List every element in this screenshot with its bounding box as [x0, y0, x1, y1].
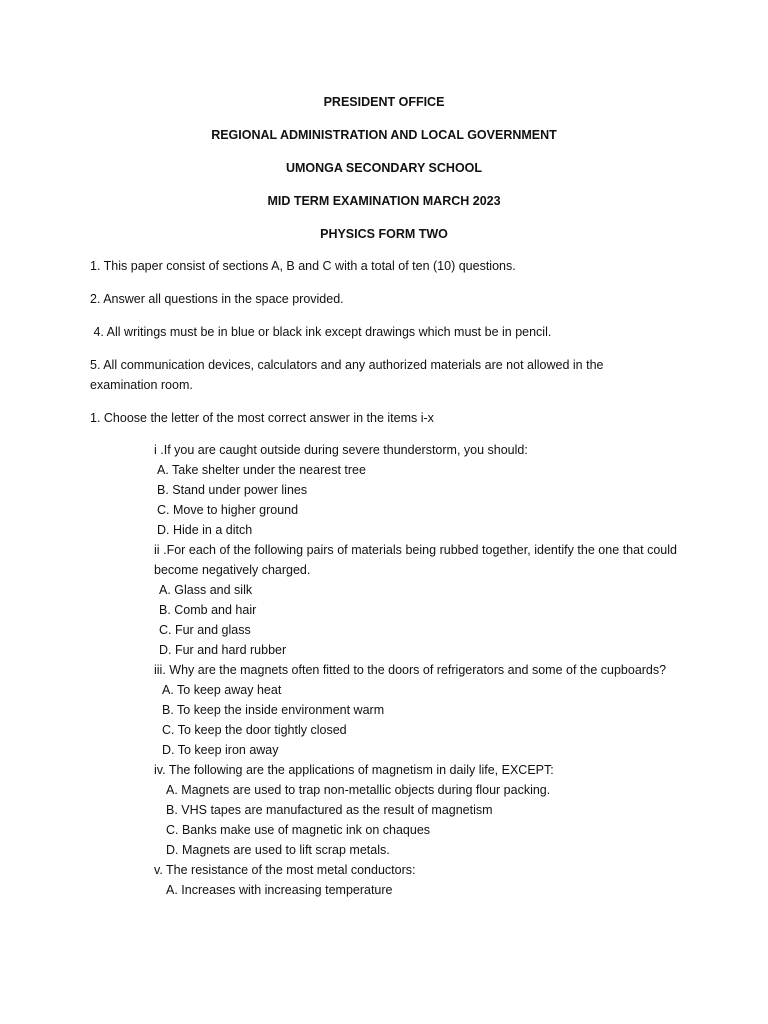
option: C. To keep the door tightly closed [162, 723, 347, 737]
instruction-1: 1. This paper consist of sections A, B and C with a total of ten (10) questions. [90, 259, 516, 273]
question-stem: v. The resistance of the most metal conductors: [154, 863, 416, 877]
instruction-3: 4. All writings must be in blue or black ink except drawings which must be in pencil. [90, 325, 552, 339]
instruction-4: 5. All communication devices, calculators and any authorized materials are not allowed in the examination room. [90, 358, 604, 392]
header-line-2: REGIONAL ADMINISTRATION AND LOCAL GOVERNMENT [211, 128, 557, 142]
option: A. Glass and silk [159, 583, 253, 597]
option: A. Magnets are used to trap non-metallic objects during flour packing. [166, 783, 551, 797]
header-line-1: PRESIDENT OFFICE [323, 95, 445, 109]
option: A. Take shelter under the nearest tree [157, 463, 366, 477]
option: D. Fur and hard rubber [159, 643, 287, 657]
option: A. To keep away heat [162, 683, 282, 697]
option: D. To keep iron away [162, 743, 279, 757]
question-stem: iv. The following are the applications of magnetism in daily life, EXCEPT: [154, 763, 554, 777]
option: D. Magnets are used to lift scrap metals. [166, 843, 390, 857]
header-line-5: PHYSICS FORM TWO [320, 227, 448, 241]
question-list [154, 440, 677, 900]
instruction-2: 2. Answer all questions in the space provided. [90, 292, 344, 306]
option: B. Comb and hair [159, 603, 257, 617]
option: C. Move to higher ground [157, 503, 299, 517]
section-intro: 1. Choose the letter of the most correct answer in the items i-x [90, 411, 434, 425]
option: B. To keep the inside environment warm [162, 703, 385, 717]
option: D. Hide in a ditch [157, 523, 253, 537]
question-stem: ii .For each of the following pairs of materials being rubbed together, identify the one that could become negatively charged. [154, 543, 677, 577]
header-line-3: UMONGA SECONDARY SCHOOL [285, 161, 483, 175]
option: C. Banks make use of magnetic ink on chaques [166, 823, 431, 837]
option: B. VHS tapes are manufactured as the result of magnetism [166, 803, 493, 817]
header-line-4: MID TERM EXAMINATION MARCH 2023 [267, 194, 501, 208]
option: C. Fur and glass [159, 623, 251, 637]
question-stem: iii. Why are the magnets often fitted to the doors of refrigerators and some of the cupboards? [154, 663, 667, 677]
question-stem: i .If you are caught outside during severe thunderstorm, you should: [154, 443, 528, 457]
option: A. Increases with increasing temperature [166, 883, 393, 897]
option: B. Stand under power lines [157, 483, 308, 497]
